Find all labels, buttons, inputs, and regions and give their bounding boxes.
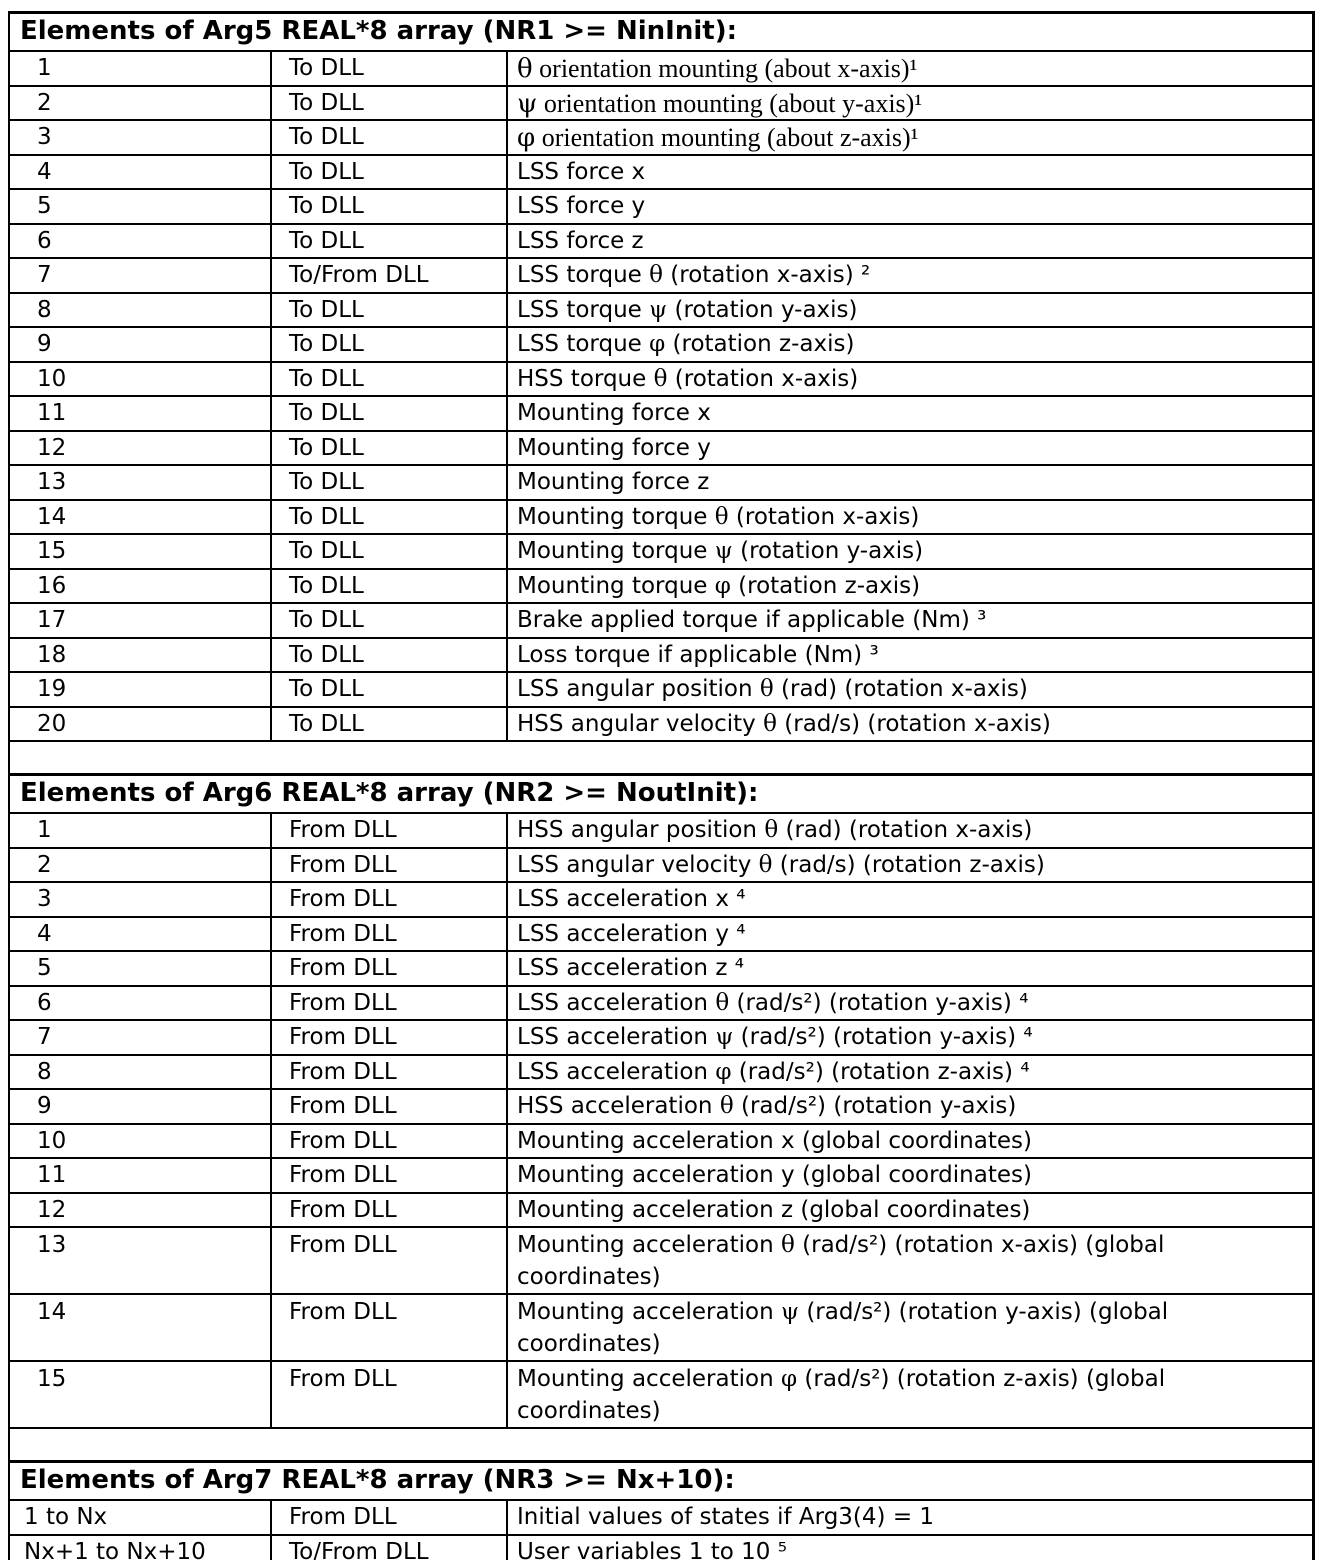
row-description-cell: Mounting acceleration x (global coordinates) (506, 1125, 1312, 1158)
row-index-cell: 9 (37, 331, 52, 357)
table-row (10, 883, 1312, 918)
row-direction-cell: To DLL (270, 156, 506, 189)
table-row (10, 190, 1312, 225)
row-direction-cell: To DLL (270, 466, 506, 499)
row-direction-cell: From DLL (270, 1295, 506, 1360)
row-description-cell: Mounting force z (506, 466, 1312, 499)
table-row (10, 1159, 1312, 1194)
row-description-cell: Mounting acceleration θ (rad/s²) (rotation x-axis) (global coordinates) (506, 1228, 1312, 1293)
row-direction-cell: From DLL (270, 883, 506, 916)
table-row (10, 1228, 1312, 1295)
row-direction-cell: To DLL (270, 673, 506, 706)
row-description-cell: Mounting torque θ (rotation x-axis) (506, 501, 1312, 534)
row-index-cell: 14 (37, 1299, 67, 1325)
row-description-cell: LSS acceleration θ (rad/s²) (rotation y-axis) ⁴ (506, 987, 1312, 1020)
row-index-cell: 3 (37, 124, 52, 150)
table-row (10, 639, 1312, 674)
row-description-cell: LSS force y (506, 190, 1312, 223)
table-row (10, 432, 1312, 467)
row-index-cell: 19 (37, 676, 67, 702)
arg5-elements-table (10, 11, 1312, 742)
row-direction-cell: From DLL (270, 1362, 506, 1427)
row-description-cell: LSS acceleration ψ (rad/s²) (rotation y-axis) ⁴ (506, 1021, 1312, 1054)
arg7-elements-table (10, 1460, 1312, 1560)
row-index-cell: 2 (37, 851, 52, 878)
row-description-cell: Mounting acceleration ψ (rad/s²) (rotation y-axis) (global coordinates) (506, 1295, 1312, 1360)
row-description-cell: LSS torque θ (rotation x-axis) ² (506, 259, 1312, 292)
table-row (10, 501, 1312, 536)
table-rows (10, 52, 1312, 742)
row-index-cell: 15 (37, 538, 67, 564)
row-direction-cell: From DLL (270, 987, 506, 1020)
table-row (10, 259, 1312, 294)
row-index-cell: 11 (37, 400, 67, 426)
row-direction-cell: From DLL (270, 849, 506, 882)
row-direction-cell: To DLL (270, 121, 506, 154)
row-index-cell: 7 (37, 262, 52, 288)
row-description-cell: HSS angular velocity θ (rad/s) (rotation x-axis) (506, 708, 1312, 741)
row-description-cell: LSS torque φ (rotation z-axis) (506, 328, 1312, 361)
row-direction-cell: To/From DLL (270, 259, 506, 292)
table-row (10, 987, 1312, 1022)
row-index-cell: 18 (37, 641, 67, 668)
row-direction-cell: To DLL (270, 501, 506, 534)
row-index-cell: 12 (37, 434, 67, 461)
row-index-cell: 1 to Nx (24, 1504, 108, 1530)
table-row (10, 1362, 1312, 1429)
table-row (10, 1194, 1312, 1229)
row-description-cell: Brake applied torque if applicable (Nm) ³ (506, 604, 1312, 637)
row-description-cell: LSS angular velocity θ (rad/s) (rotation z-axis) (506, 849, 1312, 882)
row-description-cell: Mounting torque φ (rotation z-axis) (506, 570, 1312, 603)
row-index-cell: 7 (37, 1024, 52, 1050)
row-index-cell: 10 (37, 1127, 67, 1154)
row-direction-cell: To DLL (270, 225, 506, 258)
tables-frame (8, 11, 1315, 1560)
row-description-cell: LSS angular position θ (rad) (rotation x-axis) (506, 673, 1312, 706)
row-direction-cell: From DLL (270, 1228, 506, 1293)
row-index-cell: 5 (37, 955, 52, 981)
row-direction-cell: To DLL (270, 190, 506, 223)
table-row (10, 535, 1312, 570)
table-row (10, 225, 1312, 260)
row-description-cell: φ orientation mounting (about z-axis)¹ (506, 121, 1312, 154)
table-title: Elements of Arg7 REAL*8 array (NR3 >= Nx+10): (10, 1463, 1312, 1501)
table-row (10, 708, 1312, 743)
row-direction-cell: To DLL (270, 639, 506, 672)
row-description-cell: Loss torque if applicable (Nm) ³ (506, 639, 1312, 672)
table-row (10, 570, 1312, 605)
row-index-cell: 16 (37, 572, 67, 599)
row-description-cell: Mounting force y (506, 432, 1312, 465)
row-description-cell: Mounting acceleration φ (rad/s²) (rotation z-axis) (global coordinates) (506, 1362, 1312, 1427)
row-index-cell: 17 (37, 607, 67, 633)
table-row (10, 952, 1312, 987)
table-row (10, 1056, 1312, 1091)
row-index-cell: 1 (37, 817, 52, 843)
row-direction-cell: From DLL (270, 1501, 506, 1534)
table-row (10, 156, 1312, 191)
row-direction-cell: To DLL (270, 328, 506, 361)
row-description-cell: HSS acceleration θ (rad/s²) (rotation y-axis) (506, 1090, 1312, 1123)
table-row (10, 328, 1312, 363)
row-direction-cell: To/From DLL (270, 1536, 506, 1560)
table-row (10, 1536, 1312, 1560)
table-row (10, 918, 1312, 953)
row-index-cell: 1 (37, 55, 52, 81)
table-row (10, 87, 1312, 122)
table-row (10, 849, 1312, 884)
table-row (10, 466, 1312, 501)
row-description-cell: HSS angular position θ (rad) (rotation x-axis) (506, 814, 1312, 847)
row-direction-cell: From DLL (270, 1125, 506, 1158)
row-index-cell: 8 (37, 1058, 52, 1085)
row-direction-cell: From DLL (270, 952, 506, 985)
row-description-cell: LSS force x (506, 156, 1312, 189)
row-direction-cell: To DLL (270, 52, 506, 85)
row-description-cell: Mounting force x (506, 397, 1312, 430)
row-direction-cell: To DLL (270, 294, 506, 327)
row-direction-cell: To DLL (270, 604, 506, 637)
row-direction-cell: To DLL (270, 535, 506, 568)
row-index-cell: 20 (37, 710, 67, 737)
row-description-cell: User variables 1 to 10 ⁵ (506, 1536, 1312, 1560)
row-index-cell: 5 (37, 193, 52, 219)
table-row (10, 1125, 1312, 1160)
row-direction-cell: From DLL (270, 1090, 506, 1123)
table-row (10, 363, 1312, 398)
table-row (10, 1501, 1312, 1536)
row-direction-cell: From DLL (270, 814, 506, 847)
table-row (10, 814, 1312, 849)
row-description-cell: Initial values of states if Arg3(4) = 1 (506, 1501, 1312, 1534)
row-direction-cell: To DLL (270, 87, 506, 120)
row-index-cell: 6 (37, 227, 52, 254)
row-direction-cell: From DLL (270, 1056, 506, 1089)
row-index-cell: 9 (37, 1093, 52, 1119)
row-description-cell: LSS acceleration x ⁴ (506, 883, 1312, 916)
table-row (10, 1295, 1312, 1362)
row-index-cell: 3 (37, 886, 52, 912)
table-row (10, 673, 1312, 708)
row-description-cell: LSS acceleration y ⁴ (506, 918, 1312, 951)
row-index-cell: 13 (37, 469, 67, 495)
table-title: Elements of Arg6 REAL*8 array (NR2 >= NoutInit): (10, 776, 1312, 814)
table-title: Elements of Arg5 REAL*8 array (NR1 >= NinInit): (10, 14, 1312, 52)
table-row (10, 121, 1312, 156)
row-index-cell: 11 (37, 1162, 67, 1188)
row-description-cell: Mounting torque ψ (rotation y-axis) (506, 535, 1312, 568)
row-index-cell: 4 (37, 158, 52, 185)
row-direction-cell: To DLL (270, 363, 506, 396)
table-rows (10, 814, 1312, 1429)
table-rows (10, 1501, 1312, 1560)
row-description-cell: Mounting acceleration y (global coordinates) (506, 1159, 1312, 1192)
table-row (10, 604, 1312, 639)
row-direction-cell: To DLL (270, 570, 506, 603)
row-index-cell: 14 (37, 503, 67, 530)
row-description-cell: LSS torque ψ (rotation y-axis) (506, 294, 1312, 327)
row-index-cell: 2 (37, 89, 52, 116)
table-gap (10, 1429, 1312, 1460)
table-row (10, 52, 1312, 87)
row-index-cell: 10 (37, 365, 67, 392)
row-index-cell: 6 (37, 989, 52, 1016)
row-description-cell: θ orientation mounting (about x-axis)¹ (506, 52, 1312, 85)
row-direction-cell: From DLL (270, 1194, 506, 1227)
row-index-cell: 12 (37, 1196, 67, 1223)
row-description-cell: ψ orientation mounting (about y-axis)¹ (506, 87, 1312, 120)
row-direction-cell: From DLL (270, 1159, 506, 1192)
row-index-cell: 8 (37, 296, 52, 323)
row-direction-cell: To DLL (270, 397, 506, 430)
row-description-cell: Mounting acceleration z (global coordinates) (506, 1194, 1312, 1227)
row-description-cell: LSS acceleration z ⁴ (506, 952, 1312, 985)
row-direction-cell: From DLL (270, 1021, 506, 1054)
row-description-cell: HSS torque θ (rotation x-axis) (506, 363, 1312, 396)
row-description-cell: LSS force z (506, 225, 1312, 258)
row-index-cell: 4 (37, 920, 52, 947)
table-gap (10, 742, 1312, 773)
table-row (10, 1090, 1312, 1125)
table-row (10, 294, 1312, 329)
table-row (10, 1021, 1312, 1056)
table-row (10, 397, 1312, 432)
row-index-cell: 13 (37, 1232, 67, 1258)
row-index-cell: 15 (37, 1366, 67, 1392)
row-description-cell: LSS acceleration φ (rad/s²) (rotation z-axis) ⁴ (506, 1056, 1312, 1089)
row-direction-cell: To DLL (270, 432, 506, 465)
row-index-cell: Nx+1 to Nx+10 (24, 1538, 206, 1560)
row-direction-cell: To DLL (270, 708, 506, 741)
arg6-elements-table (10, 773, 1312, 1429)
row-direction-cell: From DLL (270, 918, 506, 951)
